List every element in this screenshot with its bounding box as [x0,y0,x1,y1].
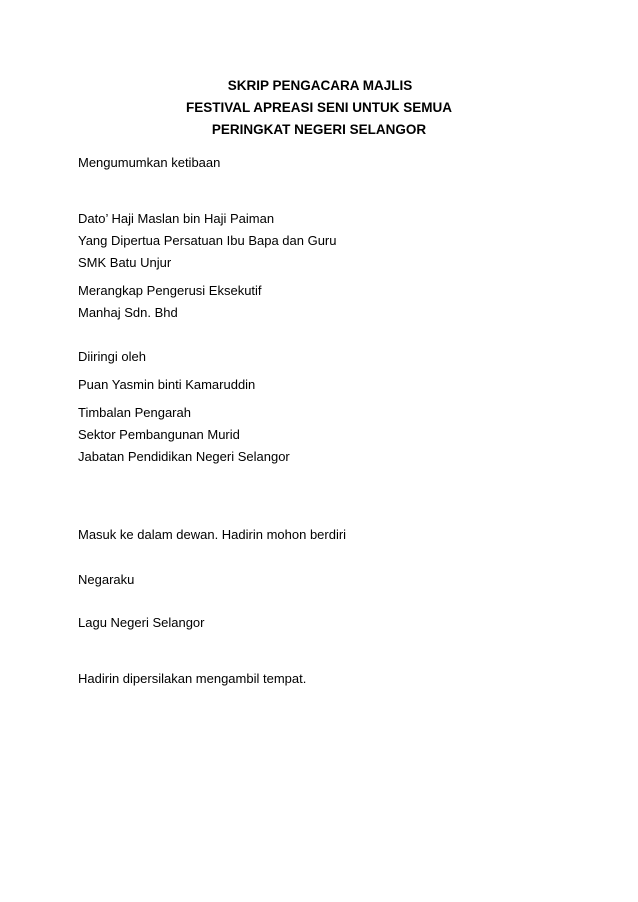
announce-text: Mengumumkan ketibaan [78,155,221,170]
guest2-sector: Sektor Pembangunan Murid [78,427,240,442]
guest1-name: Dato’ Haji Maslan bin Haji Paiman [78,211,275,226]
title-line-1: SKRIP PENGACARA MAJLIS [227,78,413,93]
enter-hall-text: Masuk ke dalam dewan. Hadirin mohon berdiri [78,527,347,542]
guest1-school: SMK Batu Unjur [78,255,172,270]
title-line-3: PERINGKAT NEGERI SELANGOR [211,122,427,137]
be-seated-text: Hadirin dipersilakan mengambil tempat. [78,671,307,686]
guest1-position: Yang Dipertua Persatuan Ibu Bapa dan Guru [78,233,337,248]
guest1-role: Merangkap Pengerusi Eksekutif [78,283,262,298]
guest1-company: Manhaj Sdn. Bhd [78,305,178,320]
guest2-name: Puan Yasmin binti Kamaruddin [78,377,256,392]
guest2-department: Jabatan Pendidikan Negeri Selangor [78,449,290,464]
title-line-2: FESTIVAL APREASI SENI UNTUK SEMUA [185,100,453,115]
guest2-position: Timbalan Pengarah [78,405,191,420]
document-title [0,75,638,141]
anthem-text: Negaraku [78,572,135,587]
state-song-text: Lagu Negeri Selangor [78,615,205,630]
accompanied-by-text: Diiringi oleh [78,349,146,364]
